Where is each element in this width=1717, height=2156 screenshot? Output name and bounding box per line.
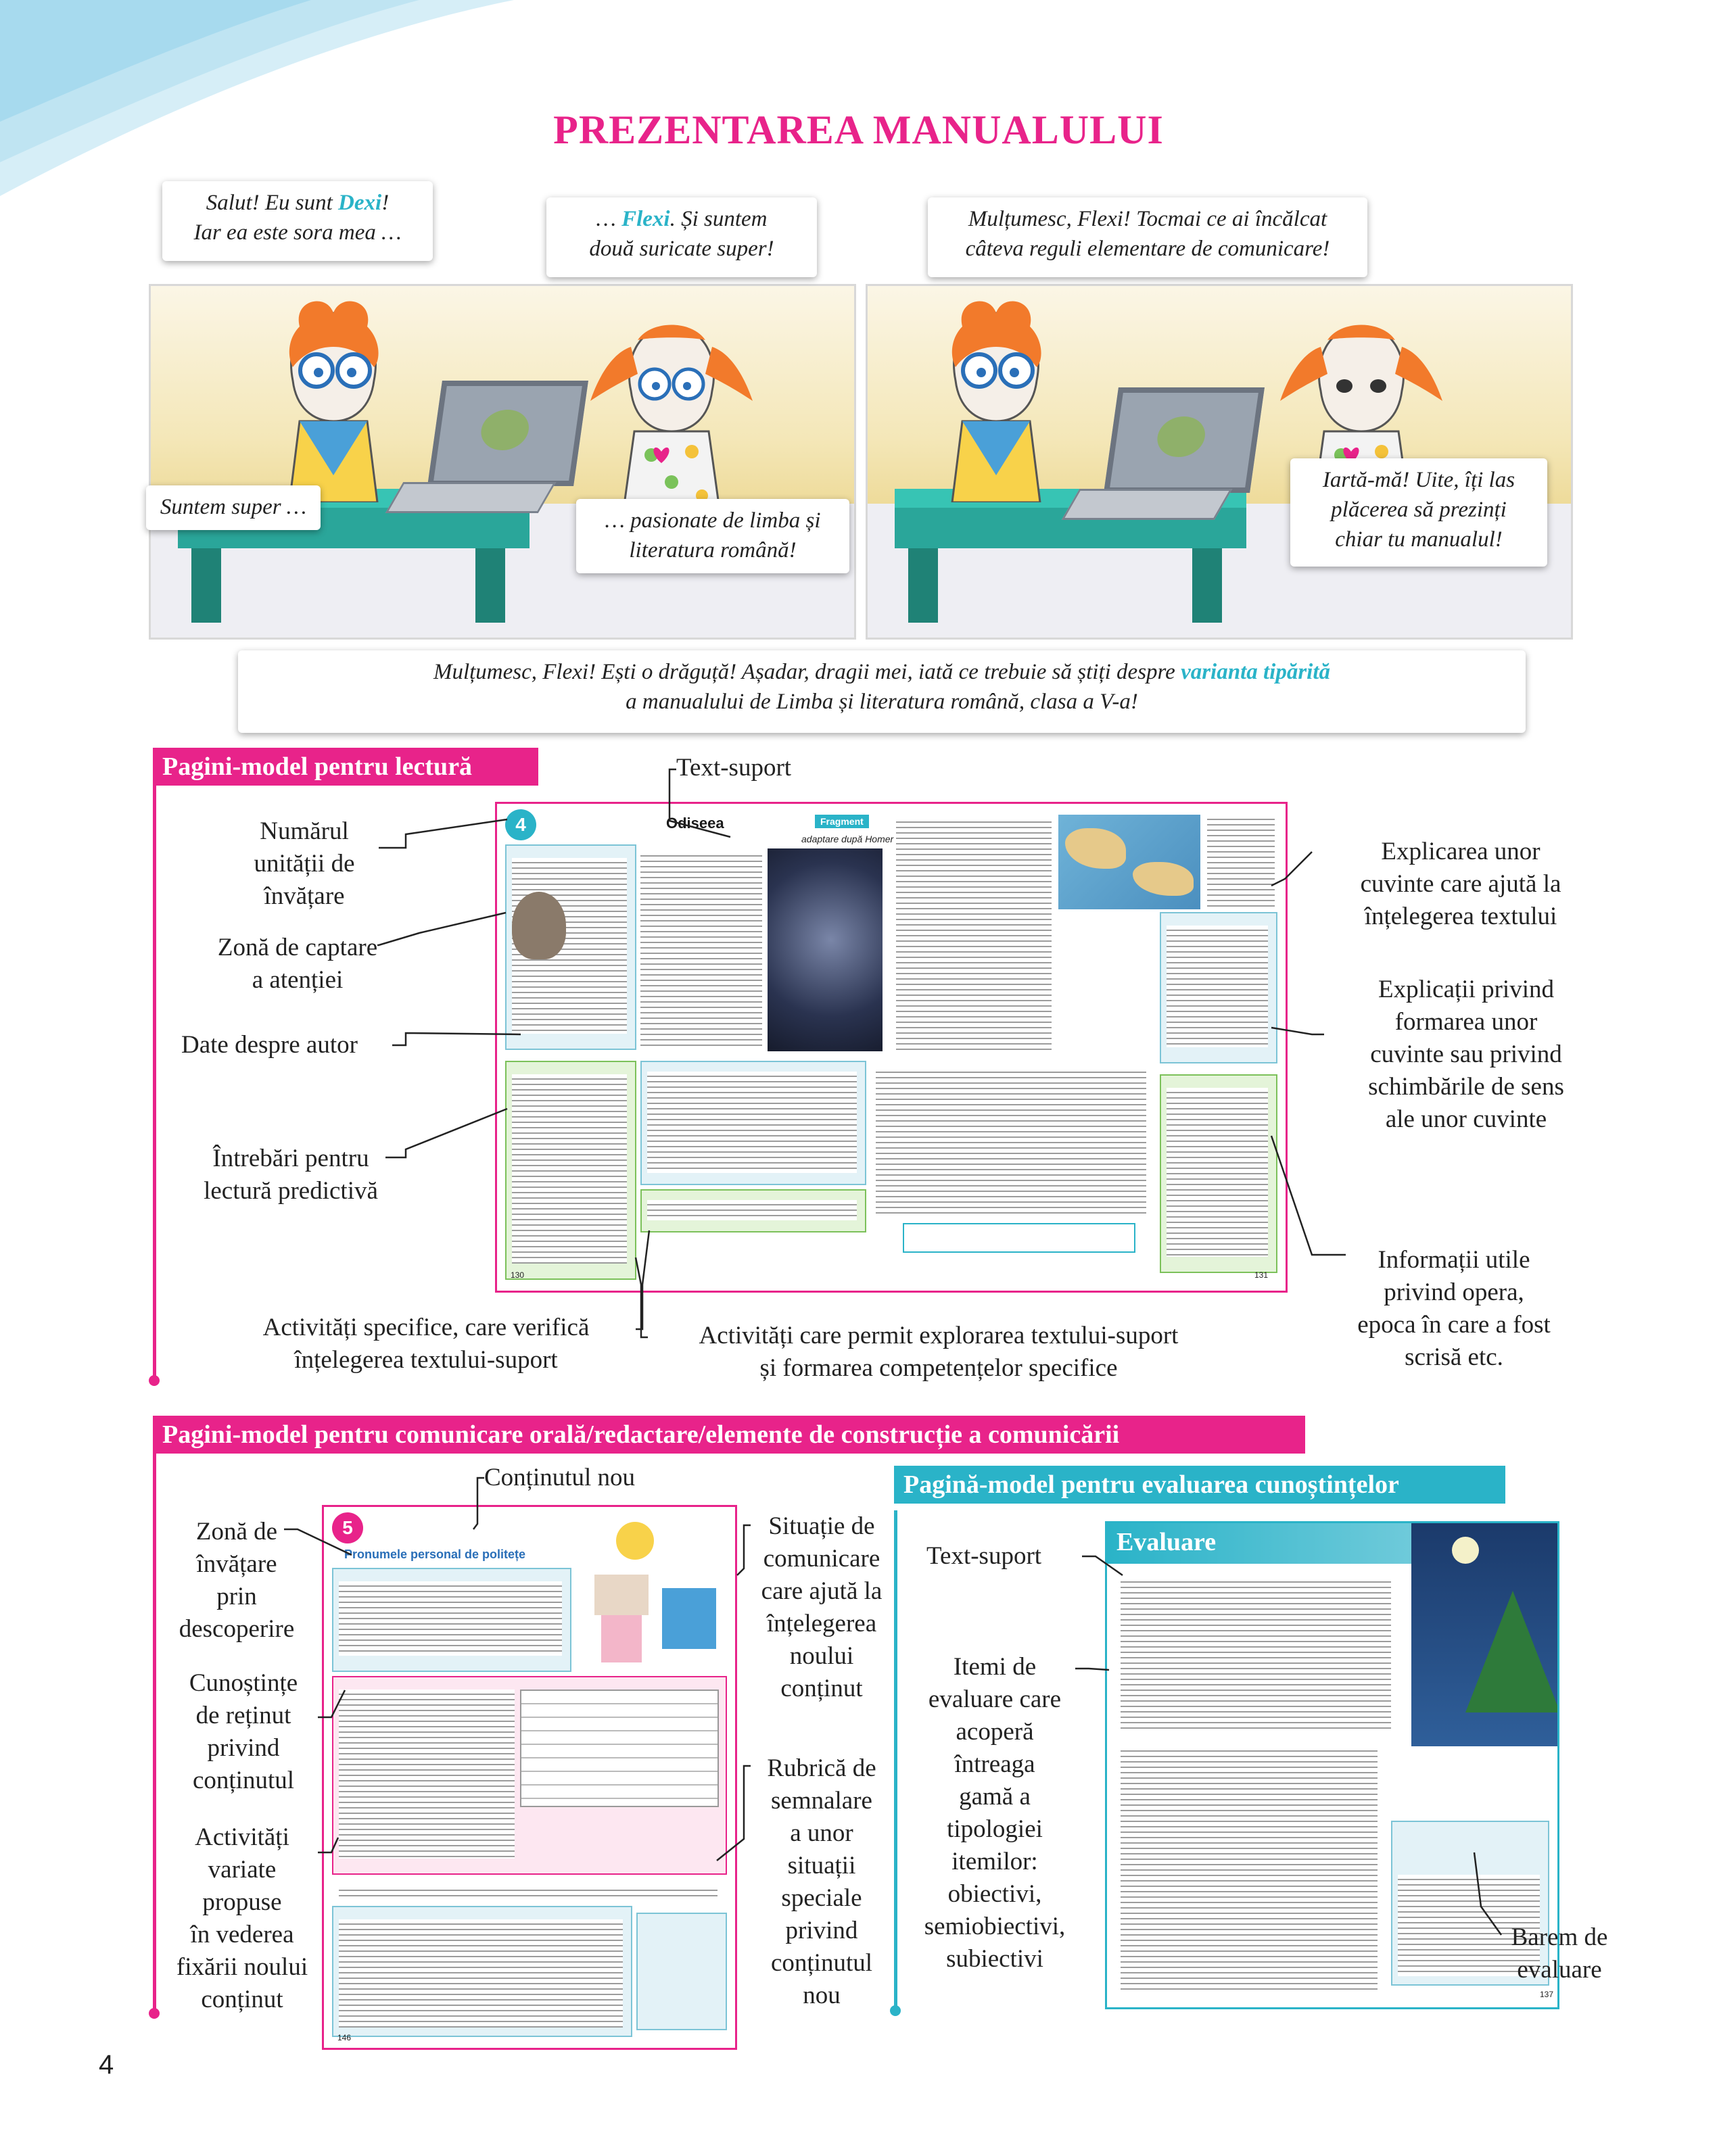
section-header-communication: Pagini-model pentru comunicare orală/redactare/elemente de construcție a comunicării xyxy=(153,1416,1305,1454)
speech-bubble-super: Suntem super … xyxy=(146,485,321,530)
mock-page-left: 130 xyxy=(511,1270,525,1280)
speech-bubble-dexi-intro: Salut! Eu sunt Dexi! Iar ea este sora mea … xyxy=(162,181,433,261)
fragment-tag: Fragment xyxy=(815,815,869,828)
section-header-evaluation: Pagină-model pentru evaluarea cunoștințelor xyxy=(894,1466,1505,1504)
label-word-formation: Explicații privind formarea unor cuvinte sau privind schimbările de sens ale unor cuvinte xyxy=(1368,976,1564,1133)
mock-title-odiseea: Odiseea xyxy=(666,815,724,832)
label-varied-activities: Activități variate propuse în vederea fixării noului conținut xyxy=(176,1823,308,2013)
page-number: 4 xyxy=(99,2050,114,2080)
speech-bubble-flexi-intro: … Flexi. Și suntem două suricate super! xyxy=(546,197,817,277)
label-new-content: Conținutul nou xyxy=(484,1464,636,1491)
speech-bubble-apology: Iartă-mă! Uite, îți las plăcerea să prezinți chiar tu manualul! xyxy=(1290,458,1547,567)
label-communication-situation: Situație de comunicare care ajută la înțelegerea noului conținut xyxy=(761,1512,883,1702)
label-eval-text-suport: Text-suport xyxy=(926,1542,1042,1570)
page-title: PREZENTAREA MANUALULUI xyxy=(553,107,1164,152)
speech-bubble-passion: … pasionate de limba și literatura română! xyxy=(576,499,849,573)
mock-page-146: 146 xyxy=(337,2033,352,2042)
label-capture-zone: Zonă de captare a atenției xyxy=(217,934,378,994)
mock-page-right: 131 xyxy=(1254,1270,1269,1280)
section-header-reading: Pagini-model pentru lectură xyxy=(153,748,538,786)
label-specific-activities: Activități specifice, care verifică înțelegerea textului-suport xyxy=(262,1314,590,1374)
label-knowledge: Cunoștințe de reținut privind conținutul xyxy=(189,1669,298,1794)
label-explore-activities: Activități care permit explorarea textului-suport și formarea competențelor specifice xyxy=(699,1322,1179,1382)
speech-bubble-presentation: Mulțumesc, Flexi! Ești o drăguță! Așadar, dragii mei, iată ce trebuie să știți despre varianta tipărită a manualului de Limba și literatura română, clasa a V-a! xyxy=(238,650,1526,733)
label-discovery-zone: Zonă de învățare prin descoperire xyxy=(179,1518,295,1643)
label-special-rubric: Rubrică de semnalare a unor situații speciale privind conținutul nou xyxy=(767,1754,876,2009)
label-barem: Barem de evaluare xyxy=(1511,1923,1608,1984)
mock-title-politete: Pronumele personal de politețe xyxy=(344,1548,526,1561)
label-evaluation-items: Itemi de evaluare care acoperă întreaga gamă a tipologiei itemilor: obiectivi, semiobiectivi, subiectivi xyxy=(924,1653,1066,1973)
label-predictive: Întrebări pentru lectură predictivă xyxy=(204,1145,378,1205)
speech-bubble-rules: Mulțumesc, Flexi! Tocmai ce ai încălcat câteva reguli elementare de comunicare! xyxy=(928,197,1367,277)
unit-number-badge: 4 xyxy=(505,809,536,840)
label-word-explanation: Explicarea unor cuvinte care ajută la înțelegerea textului xyxy=(1360,838,1561,930)
label-useful-info: Informații utile privind opera, epoca în care a fost scrisă etc. xyxy=(1357,1246,1551,1371)
label-author: Date despre autor xyxy=(181,1031,358,1059)
unit-number-badge-5: 5 xyxy=(332,1512,363,1543)
label-unit-number: Numărul unității de învățare xyxy=(254,817,355,910)
label-text-suport: Text-suport xyxy=(676,754,792,782)
mock-subtitle: adaptare după Homer xyxy=(801,834,894,844)
mock-page-137: 137 xyxy=(1540,1990,1554,1999)
mock-title-evaluare: Evaluare xyxy=(1116,1528,1217,1556)
